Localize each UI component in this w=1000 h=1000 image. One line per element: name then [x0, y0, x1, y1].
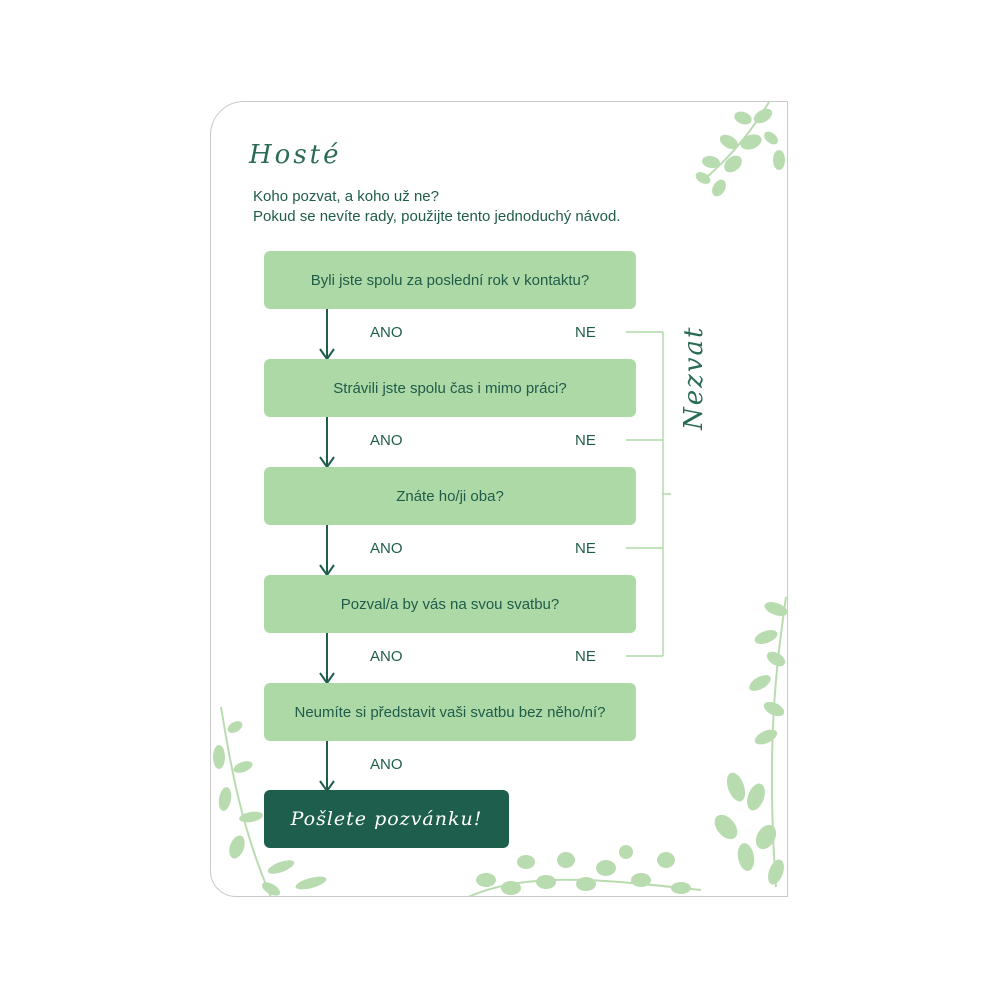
question-box-3: Znáte ho/ji oba? — [264, 467, 636, 525]
intro-line-1: Koho pozvat, a koho už ne? — [253, 188, 439, 205]
answer-yes-3: ANO — [370, 540, 403, 557]
answer-yes-5: ANO — [370, 756, 403, 773]
answer-no-1: NE — [575, 324, 596, 341]
no-bracket-connector — [621, 322, 671, 662]
leaves-bottom-center-icon — [466, 840, 701, 897]
result-send-invitation: Pošlete pozvánku! — [264, 790, 509, 848]
question-box-1: Byli jste spolu za poslední rok v kontaktu? — [264, 251, 636, 309]
leaves-top-right-icon — [691, 102, 788, 212]
page-title: Hosté — [249, 140, 342, 170]
leaves-right-icon — [706, 587, 788, 897]
arrow-down-icon — [318, 741, 336, 793]
answer-no-4: NE — [575, 648, 596, 665]
answer-no-2: NE — [575, 432, 596, 449]
intro-text — [253, 187, 620, 227]
answer-yes-1: ANO — [370, 324, 403, 341]
guest-flowchart-card — [210, 101, 788, 897]
question-box-5: Neumíte si představit vaši svatbu bez něho/ní? — [264, 683, 636, 741]
result-do-not-invite: Nezvat — [679, 325, 709, 430]
arrow-down-icon — [318, 309, 336, 361]
question-box-2: Strávili jste spolu čas i mimo práci? — [264, 359, 636, 417]
arrow-down-icon — [318, 417, 336, 469]
answer-yes-4: ANO — [370, 648, 403, 665]
question-box-4: Pozval/a by vás na svou svatbu? — [264, 575, 636, 633]
intro-line-2: Pokud se nevíte rady, použijte tento jednoduchý návod. — [253, 208, 621, 225]
answer-no-3: NE — [575, 540, 596, 557]
answer-yes-2: ANO — [370, 432, 403, 449]
arrow-down-icon — [318, 633, 336, 685]
arrow-down-icon — [318, 525, 336, 577]
